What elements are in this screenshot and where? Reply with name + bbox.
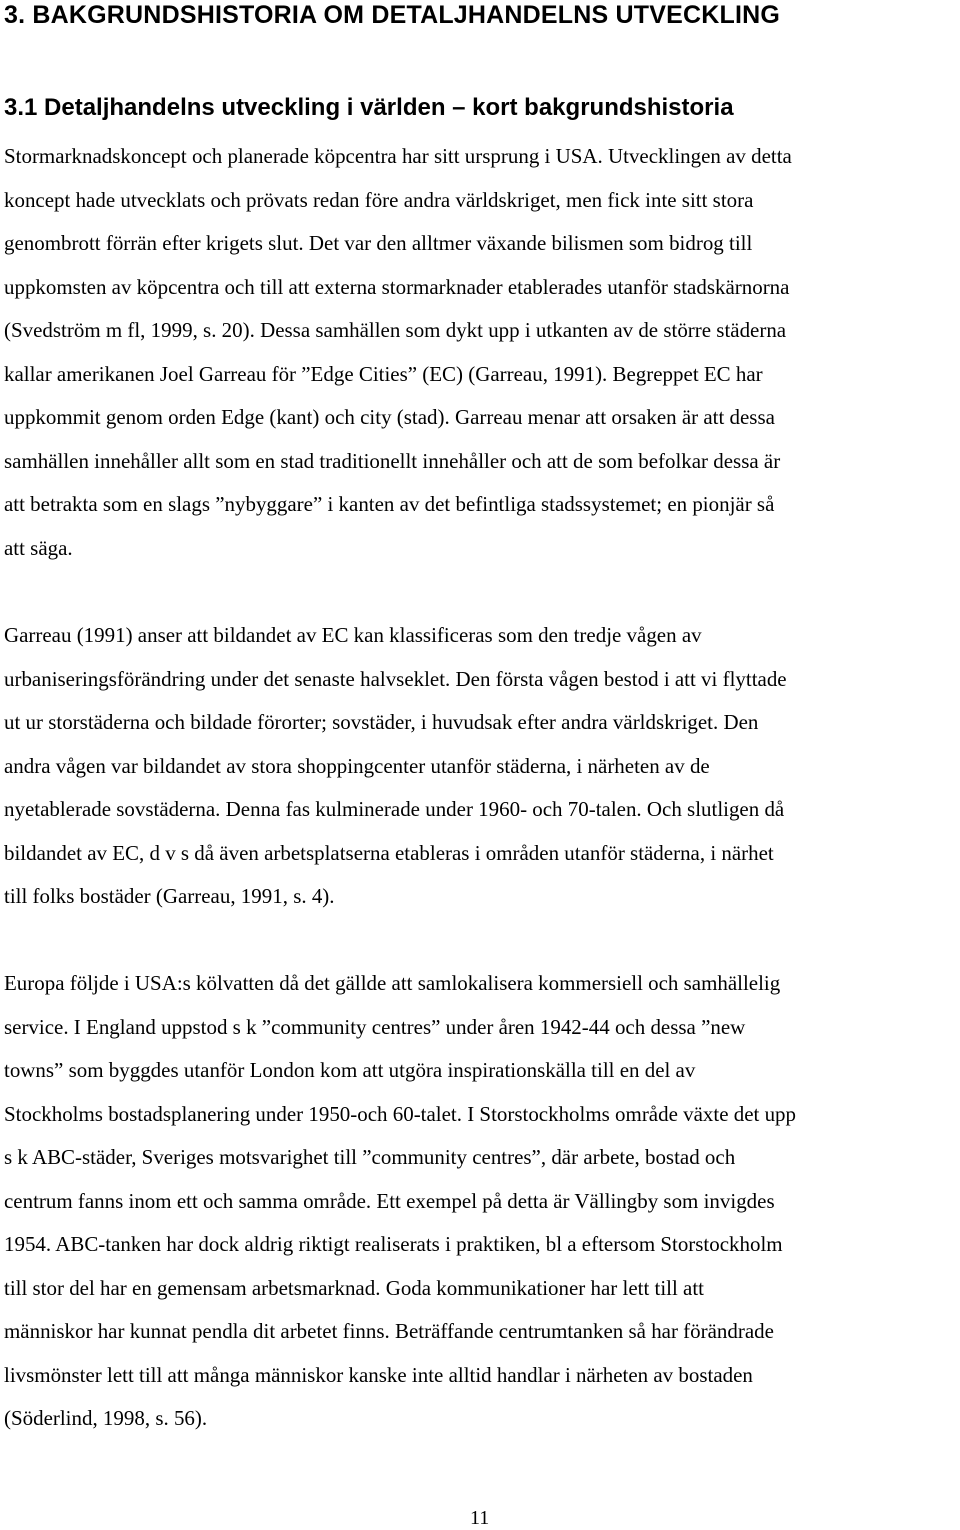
paragraph-line: Europa följde i USA:s kölvatten då det gällde att samlokalisera kommersiell och samhällelig [4,971,781,995]
paragraph-line: urbaniseringsförändring under det senaste halvseklet. Den första vågen bestod i att vi flyttade [4,666,787,691]
paragraph-line: towns” som byggdes utanför London kom att utgöra inspirationskälla till en del av [4,1058,696,1082]
paragraph-line: koncept hade utvecklats och prövats redan före andra världskriget, men fick inte sitt stora [4,187,754,212]
paragraph-line: (Söderlind, 1998, s. 56). [4,1406,208,1430]
paragraph-line: Stormarknadskoncept och planerade köpcentra har sitt ursprung i USA. Utvecklingen av detta [4,144,792,168]
paragraph-line: 1954. ABC-tanken har dock aldrig riktigt realiserats i praktiken, bl a eftersom Storstockholm [4,1232,783,1256]
paragraph-line: kallar amerikanen Joel Garreau för ”Edge Cities” (EC) (Garreau, 1991). Begreppet EC har [4,361,763,386]
paragraph-line: Garreau (1991) anser att bildandet av EC kan klassificeras som den tredje vågen av [4,623,702,647]
paragraph-line: nyetablerade sovstäderna. Denna fas kulminerade under 1960- och 70-talen. Och slutligen då [4,797,785,821]
paragraph-line: andra vågen var bildandet av stora shoppingcenter utanför städerna, i närheten av de [4,753,710,778]
paragraph-line: uppkommit genom orden Edge (kant) och city (stad). Garreau menar att orsaken är att dessa [4,405,775,429]
paragraph-line: till stor del har en gemensam arbetsmarknad. Goda kommunikationer har lett till att [4,1275,704,1300]
page-number: 11 [470,1507,490,1529]
paragraph-line: att betrakta som en slags ”nybyggare” i kanten av det befintliga stadssystemet; en pionjär så [4,492,775,516]
paragraph-line: genombrott förrän efter krigets slut. Det var den alltmer växande bilismen som bidrog till [4,231,753,255]
paragraph-line: s k ABC-städer, Sveriges motsvarighet till ”community centres”, där arbete, bostad och [4,1145,736,1169]
paragraph-line: livsmönster lett till att många människor kanske inte alltid handlar i närheten av bostaden [4,1362,753,1387]
paragraph-line: bildandet av EC, d v s då även arbetsplatserna etableras i områden utanför städerna, i närhet [4,840,774,865]
paragraph-line: människor har kunnat pendla dit arbetet finns. Beträffande centrumtanken så har förändrade [4,1319,774,1343]
paragraph-1 [4,135,960,570]
chapter-heading: 3. BAKGRUNDSHISTORIA OM DETALJHANDELNS UTVECKLING [4,1,781,29]
paragraph-line: till folks bostäder (Garreau, 1991, s. 4). [4,884,335,908]
paragraph-line: att säga. [4,535,73,560]
paragraph-line: centrum fanns inom ett och samma område. Ett exempel på detta är Vällingby som invigdes [4,1188,775,1213]
paragraph-line: service. I England uppstod s k ”community centres” under åren 1942-44 och dessa ”new [4,1014,746,1039]
paragraph-line: (Svedström m fl, 1999, s. 20). Dessa samhällen som dykt upp i utkanten av de större städerna [4,318,787,342]
section-heading: 3.1 Detaljhandelns utveckling i världen – kort bakgrundshistoria [4,94,734,121]
paragraph-line: samhällen innehåller allt som en stad traditionellt innehåller och att de som befolkar dessa är [4,448,781,473]
paragraph-2 [4,614,960,919]
paragraph-line: uppkomsten av köpcentra och till att externa stormarknader etablerades utanför stadskärnorna [4,274,790,299]
paragraph-line: Stockholms bostadsplanering under 1950-och 60-talet. I Storstockholms område växte det upp [4,1101,796,1126]
paragraph-3 [4,962,960,1441]
paragraph-line: ut ur storstäderna och bildade förorter; sovstäder, i huvudsak efter andra världskriget. Den [4,710,759,734]
